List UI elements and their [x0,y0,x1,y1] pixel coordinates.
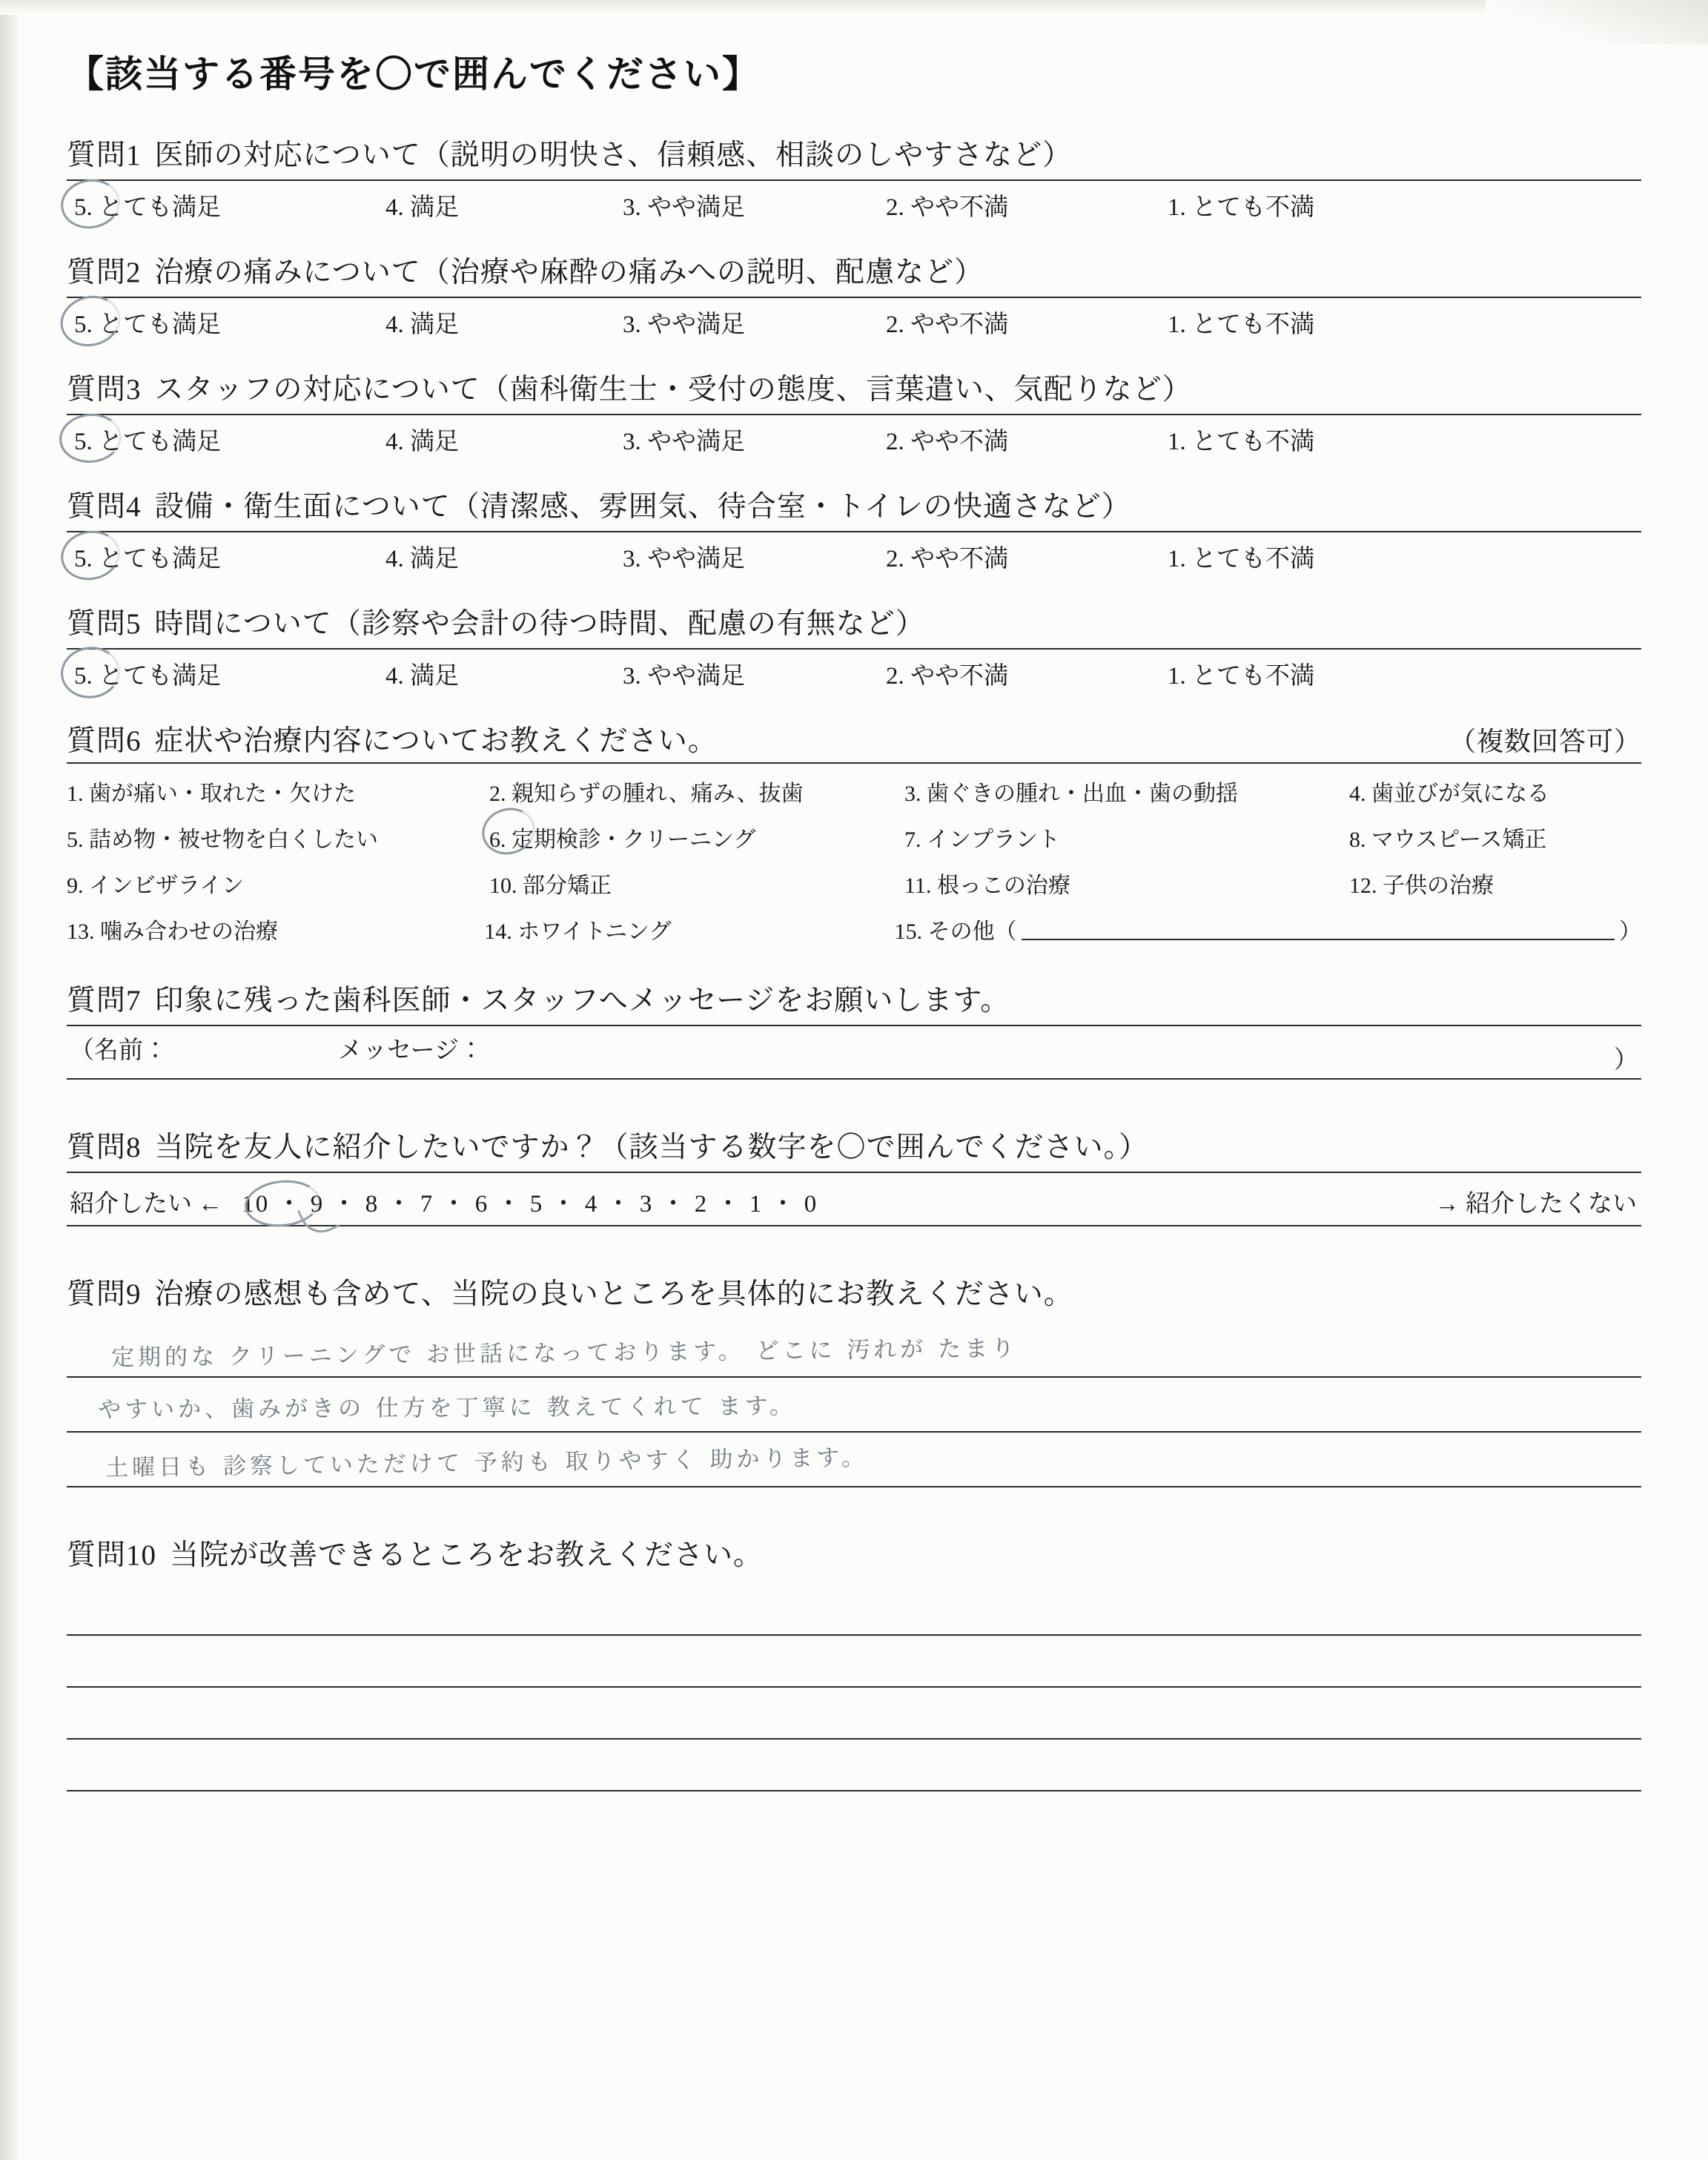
q6-option-12[interactable]: 12. 子供の治療 [1349,873,1494,898]
scan-corner-shadow [1486,0,1708,44]
question-4-rule [67,531,1641,532]
spacer [67,1252,1641,1271]
handwriting-line-2: やすいか、歯みがきの 仕方を丁寧に 教えてくれて ます。 [97,1393,797,1424]
question-5-text: 時間について（診察や会計の待つ時間、配慮の有無など） [154,608,925,640]
question-2-text: 治療の痛みについて（治療や麻酔の痛みへの説明、配慮など） [154,257,984,288]
q6-option-3[interactable]: 3. 歯ぐきの腫れ・出血・歯の動揺 [904,782,1238,806]
q7-name-label: （名前： [70,1037,168,1064]
question-3-option-4[interactable]: 4. 満足 [385,428,459,455]
question-2-scale [67,303,1641,341]
answer-line[interactable] [67,1584,1641,1636]
question-3-option-5[interactable]: 5. とても満足 [74,428,221,455]
question-2-option-4[interactable]: 4. 満足 [385,311,459,338]
question-2-label: 質問2 [67,257,142,288]
question-2-option-5[interactable]: 5. とても満足 [74,311,221,338]
question-3-scale [67,420,1641,458]
answer-line[interactable] [67,1636,1641,1688]
question-8-label: 質問8 [67,1132,142,1163]
question-5-label: 質問5 [67,608,142,640]
answer-line[interactable] [67,1323,1641,1378]
question-6-label: 質問6 [67,725,142,757]
q6-option-5[interactable]: 5. 詰め物・被せ物を白くしたい [67,828,378,852]
question-3-label: 質問3 [67,374,142,406]
answer-line[interactable] [67,1378,1641,1433]
question-7-rule [67,1025,1641,1026]
question-7-block [67,977,1641,1080]
question-3-option-1[interactable]: 1. とても不満 [1168,428,1314,455]
q6-other-input-line[interactable] [1022,918,1615,940]
q6-option-14[interactable]: 14. ホワイトニング [484,919,672,944]
question-4-option-1[interactable]: 1. とても不満 [1168,545,1314,572]
question-6-row [67,860,1641,906]
question-2-rule [67,297,1641,298]
question-5-scale [67,654,1641,693]
question-1-rule [67,179,1641,181]
question-1-scale [67,185,1641,224]
q6-option-4[interactable]: 4. 歯並びが気になる [1349,782,1549,806]
answer-line[interactable] [67,1740,1641,1791]
answer-line[interactable] [67,1433,1641,1487]
q6-option-10[interactable]: 10. 部分矯正 [489,873,612,898]
question-1-heading [67,132,1641,174]
scan-edge-left [0,0,21,2160]
question-2-block [67,249,1641,341]
question-6-row [67,906,1641,952]
question-4-option-2[interactable]: 2. やや不満 [886,545,1008,572]
handwriting-line-1: 定期的な クリーニングで お世話になっております。 どこに 汚れが たまり [110,1335,1019,1372]
question-3-rule [67,414,1641,415]
question-3-option-3[interactable]: 3. やや満足 [623,428,745,455]
question-7-text: 印象に残った歯科医師・スタッフへメッセージをお願いします。 [154,985,1010,1017]
question-6-title [67,718,718,759]
spacer [67,1105,1641,1124]
q8-left-label: 紹介したい ← [70,1190,223,1218]
question-1-option-4[interactable]: 4. 満足 [385,194,459,221]
scan-edge-top [0,0,1708,15]
question-9-text: 治療の感想も含めて、当院の良いところを具体的にお教えください。 [154,1278,1073,1310]
q7-message-label: メッセージ： [338,1037,484,1064]
q6-option-13[interactable]: 13. 噛み合わせの治療 [67,919,278,944]
question-6-row [67,768,1641,814]
page-title: 【該当する番号を〇で囲んでください】 [67,53,761,95]
question-9-heading [67,1271,1641,1312]
question-8-block [67,1124,1641,1226]
spacer [67,1513,1641,1532]
question-4-scale [67,537,1641,575]
q6-option-9[interactable]: 9. インビザライン [67,873,245,898]
q6-option-1[interactable]: 1. 歯が痛い・取れた・欠けた [67,782,356,806]
question-4-option-5[interactable]: 5. とても満足 [74,545,221,572]
question-8-rule [67,1172,1641,1173]
question-4-option-3[interactable]: 3. やや満足 [623,545,745,572]
question-9-block [67,1271,1641,1487]
question-5-option-2[interactable]: 2. やや不満 [886,662,1008,690]
q8-right-label: → 紹介したくない [1434,1190,1637,1218]
question-2-heading [67,249,1641,291]
question-3-option-2[interactable]: 2. やや不満 [886,428,1008,455]
question-9-label: 質問9 [67,1278,142,1310]
q6-option-8[interactable]: 8. マウスピース矯正 [1349,828,1547,852]
question-4-block [67,483,1641,575]
question-1-label: 質問1 [67,139,142,171]
handwriting-line-3: 土曜日も 診察していただけて 予約も 取りやすく 助かります。 [105,1444,869,1482]
question-3-heading [67,366,1641,408]
question-8-heading [67,1124,1641,1166]
q6-option-2[interactable]: 2. 親知らずの腫れ、痛み、抜歯 [489,782,804,806]
q6-option-11[interactable]: 11. 根っこの治療 [904,873,1070,898]
question-6-row [67,814,1641,860]
answer-line[interactable] [67,1688,1641,1740]
question-6-block [67,718,1641,952]
q7-close-paren: ） [1614,1047,1638,1074]
q6-option-7[interactable]: 7. インプラント [904,828,1060,852]
question-6-text: 症状や治療内容についてお教えください。 [154,725,718,757]
question-4-label: 質問4 [67,491,142,523]
question-4-text: 設備・衛生面について（清潔感、雰囲気、待合室・トイレの快適さなど） [154,491,1131,523]
question-5-option-1[interactable]: 1. とても不満 [1168,662,1314,690]
question-4-heading [67,483,1641,525]
question-1-text: 医師の対応について（説明の明快さ、信頼感、相談のしやすさなど） [154,139,1073,171]
question-5-heading [67,601,1641,642]
question-1-option-2[interactable]: 2. やや不満 [886,194,1008,221]
question-6-rule [67,762,1641,764]
question-10-answer-lines [67,1584,1641,1791]
question-8-text: 当院を友人に紹介したいですか？（該当する数字を〇で囲んでください。） [154,1132,1149,1163]
question-3-block [67,366,1641,458]
question-6-options-grid [67,768,1641,952]
question-7-label: 質問7 [67,985,142,1017]
question-8-scale [67,1178,1641,1226]
question-4-option-4[interactable]: 4. 満足 [385,545,459,572]
question-10-block [67,1532,1641,1791]
question-5-option-4[interactable]: 4. 満足 [385,662,459,690]
question-5-option-5[interactable]: 5. とても満足 [74,662,221,690]
question-10-heading [67,1532,1641,1573]
question-3-text: スタッフの対応について（歯科衛生士・受付の態度、言葉遣い、気配りなど） [154,374,1192,406]
question-2-option-1[interactable]: 1. とても不満 [1168,311,1314,338]
question-5-rule [67,648,1641,650]
question-2-option-2[interactable]: 2. やや不満 [886,311,1008,338]
question-10-text: 当院が改善できるところをお教えください。 [170,1539,764,1571]
q6-option-15-close-paren: ） [1619,919,1641,944]
q6-option-15[interactable]: 15. その他（ [894,919,1017,944]
question-7-heading [67,977,1641,1019]
question-1-option-3[interactable]: 3. やや満足 [623,194,745,221]
question-2-option-3[interactable]: 3. やや満足 [623,311,745,338]
question-6-note: （複数回答可） [1449,727,1641,756]
question-9-answer-lines [67,1323,1641,1487]
question-5-block [67,601,1641,693]
question-10-label: 質問10 [67,1539,157,1571]
question-6-heading [67,718,1641,759]
q6-option-6[interactable]: 6. 定期検診・クリーニング [489,828,756,852]
question-1-option-5[interactable]: 5. とても満足 [74,194,221,221]
question-1-block [67,132,1641,224]
question-7-answer-line[interactable] [67,1031,1641,1080]
question-1-option-1[interactable]: 1. とても不満 [1168,194,1314,221]
q8-number-scale[interactable]: 10 ・ 9 ・ 8 ・ 7 ・ 6 ・ 5 ・ 4 ・ 3 ・ 2 ・ 1 ・ 0 [242,1190,818,1218]
question-5-option-3[interactable]: 3. やや満足 [623,662,745,690]
